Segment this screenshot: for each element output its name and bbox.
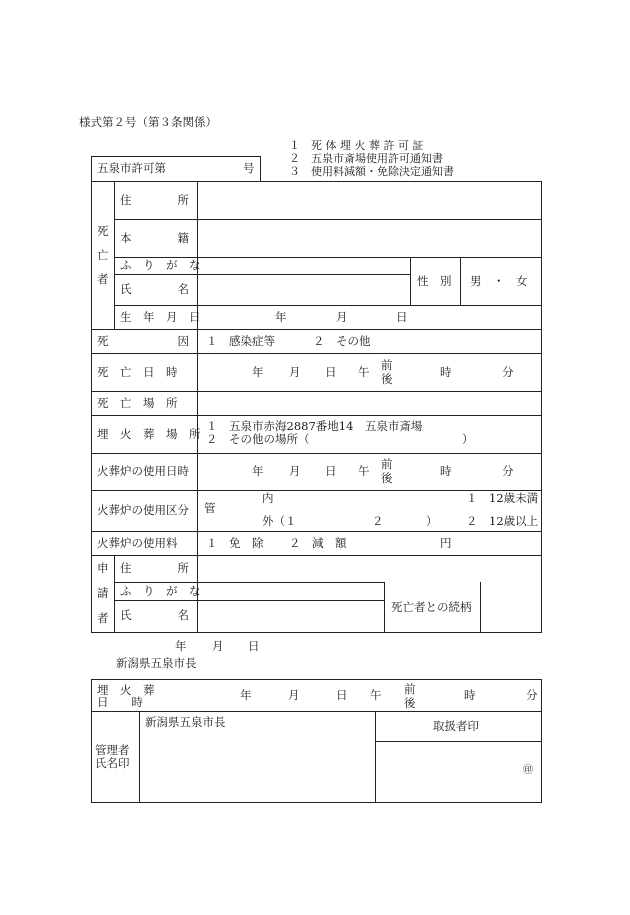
death-dt-day: 日 [325,365,337,379]
burial-dt-mae: 前 [404,682,416,696]
permit-number-suffix: 号 [243,161,255,175]
deceased-group-label-3: 者 [97,272,109,286]
issue-month: 月 [212,639,224,653]
applicant-name-label: 氏 名 [120,608,189,622]
issue-day: 日 [248,639,260,653]
death-dt-gozen: 午 [358,365,370,379]
burial-dt-month: 月 [288,688,300,702]
death-dt-mae: 前 [381,358,393,372]
death-dt-ato: 後 [381,372,393,386]
furnace-class-kan: 管 [204,501,216,515]
issue-year: 年 [175,639,187,653]
fee-option-1: １ 免 除 [206,536,264,550]
issuer-name: 新潟県五泉市長 [116,656,197,670]
deceased-furigana-label: ふ り が な [120,258,201,272]
deceased-address-label: 住 所 [120,193,189,207]
seal-mark: ㊞ [523,765,533,776]
burial-place-option-2-close: ） [462,432,474,446]
burial-dt-ato: 後 [404,696,416,710]
doc-type-2: ２ 五泉市斎場使用許可通知書 [289,152,443,165]
applicant-group-label-3: 者 [97,611,109,625]
burial-dt-day: 日 [336,688,348,702]
death-dt-hour: 時 [440,365,452,379]
applicant-group-label-1: 申 [97,561,109,575]
dob-day: 日 [396,310,408,324]
doc-type-3: ３ 使用料減額・免除決定通知書 [289,165,454,178]
furnace-class-inner: 内 [262,491,274,505]
fee-option-2: ２ 減 額 [289,536,347,550]
fee-label: 火葬炉の使用料 [97,536,178,550]
death-dt-month: 月 [289,365,301,379]
dob-month: 月 [336,310,348,324]
burial-place-label: 埋 火 葬 場 所 [97,427,201,441]
burial-dt-label-top: 埋 火 葬 [97,683,155,697]
death-datetime-label: 死 亡 日 時 [97,365,178,379]
furnace-class-outer-close: ） [426,514,438,528]
furnace-dt-mae: 前 [381,457,393,471]
deceased-honseki-label: 本 籍 [120,231,189,245]
doc-type-1: １ 死 体 埋 火 葬 許 可 証 [289,139,424,152]
cause-label: 死 因 [97,334,189,348]
burial-dt-minute: 分 [526,688,538,702]
furnace-class-label: 火葬炉の使用区分 [97,503,189,517]
furnace-dt-year: 年 [252,464,264,478]
form-title: 様式第２号（第３条関係） [79,115,217,129]
deceased-group-label-2: 亡 [97,248,109,262]
applicant-group-label-2: 請 [97,586,109,600]
furnace-dt-hour: 時 [440,464,452,478]
cause-option-2: ２ その他 [313,334,371,348]
furnace-dt-ato: 後 [381,471,393,485]
burial-place-option-2: ２ その他の場所（ [206,432,310,446]
burial-dt-hour: 時 [464,688,476,702]
deceased-name-label: 氏 名 [120,282,189,296]
burial-dt-year: 年 [240,688,252,702]
manager-label-line-1: 管理者 [95,743,130,757]
death-dt-minute: 分 [502,365,514,379]
furnace-class-outer-open: 外（１ [262,514,297,528]
furnace-dt-minute: 分 [502,464,514,478]
furnace-class-age-2: ２ 12歳以上 [466,514,539,528]
cause-option-1: １ 感染症等 [206,334,275,348]
furnace-dt-day: 日 [325,464,337,478]
sex-options: 男 ・ 女 [470,274,528,288]
dob-label: 生 年 月 日 [120,310,201,324]
applicant-address-label: 住 所 [120,561,189,575]
fee-yen: 円 [440,536,452,550]
furnace-class-age-1: １ 12歳未満 [466,491,539,505]
furnace-class-outer-mid: ２ [372,514,384,528]
applicant-relation-label: 死亡者との続柄 [391,600,472,614]
applicant-furigana-label: ふ り が な [120,584,201,598]
death-place-label: 死 亡 場 所 [97,396,178,410]
furnace-dt-gozen: 午 [358,464,370,478]
manager-label-line-2: 氏名印 [95,756,130,770]
dob-year: 年 [275,310,287,324]
manager-value: 新潟県五泉市長 [145,715,226,729]
sex-label: 性 別 [417,274,452,288]
handler-seal-label: 取扱者印 [433,719,479,733]
deceased-group-label-1: 死 [97,224,109,238]
burial-dt-label-bottom: 日 時 [97,695,143,709]
burial-place-option-1: １ 五泉市赤海2887番地14 五泉市斎場 [206,419,423,433]
permit-number-label: 五泉市許可第 [97,161,166,175]
death-dt-year: 年 [252,365,264,379]
furnace-dt-month: 月 [289,464,301,478]
burial-dt-gozen: 午 [370,688,382,702]
furnace-date-label: 火葬炉の使用日時 [97,464,189,478]
